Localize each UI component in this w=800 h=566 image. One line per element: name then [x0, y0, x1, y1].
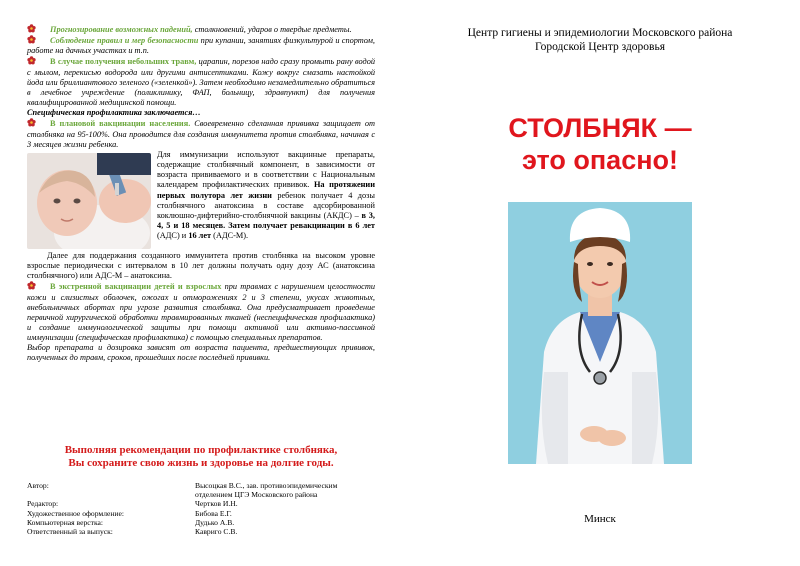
flower-bullet-icon — [27, 56, 36, 65]
title-line-1: СТОЛБНЯК — — [508, 113, 692, 143]
vaccination-text-a: Для иммунизации используют вакцинные препараты, содержащие столбнячный компонент, в зависимости от возраста прививаемого и в соответствии с Национальным календарем профилактических прививок. — [157, 149, 375, 190]
vaccination-text-e: (АДС) и — [157, 231, 189, 241]
brochure-title — [450, 112, 750, 176]
credits-key: Компьютерная верстка: — [27, 517, 104, 527]
paragraph-safety-text: при купании, занятиях физкультурой и спортом, работе на дачных участках и т.п. — [27, 36, 375, 56]
credits-value: Чертков И.Н. — [195, 499, 238, 509]
paragraph-planned-head: В плановой вакцинации населения. — [50, 119, 191, 129]
credits-value: Высоцкая В.С., зав. противоэпидемическим отделением ЦГЭ Московского района — [195, 481, 338, 500]
credits-value: Дудько А.В. — [195, 517, 235, 527]
paragraph-emergency-vaccination — [27, 281, 375, 343]
credits-table — [27, 481, 375, 536]
left-panel — [27, 24, 375, 364]
paragraph-planned-text: Своевременно сделанная прививка защищает от столбняка на 95-100%. Она проводится для создания иммунитета против столбняка, начиная с 3 месяцев жизни ребенка. — [27, 119, 375, 149]
credits-key: Художественное оформление: — [27, 508, 124, 518]
flower-bullet-icon — [27, 118, 36, 127]
flower-bullet-icon — [27, 35, 36, 44]
credits-key: Ответственный за выпуск: — [27, 527, 113, 537]
flower-bullet-icon — [27, 281, 36, 290]
baby-photo-illustration — [27, 153, 151, 249]
paragraph-falls-text: столкновений, ударов о твердые предметы. — [192, 25, 352, 34]
nurse-photo — [508, 202, 692, 464]
paragraph-emergency-text: при травмах с нарушением целостности кожи и слизистых оболочек, ожогах и отморожениях 2 и 3 степени, укусах животных, внебольничных абортах при угрозе развития столбняка. Она предусматривает проведение первичной хирургической обработки травмированных тканей (неспецифическая профилактика) и создание иммунологической защиты при помощи активной или активно-пассивной иммунизации (специфическая профилактика) с помощью специальных препаратов. — [27, 282, 375, 343]
credits-key: Редактор: — [27, 499, 59, 509]
credits-row — [27, 527, 375, 536]
vaccination-text-c: ребенок получает 4 дозы столбнячного анатоксина в составе адсорбированной коклюшно-дифтерийно-столбнячной вакцины (АКДС) – — [157, 190, 376, 220]
organization-subname: Городской Центр здоровья — [534, 41, 666, 53]
appeal-line-1: Выполняя рекомендации по профилактике столбняка, — [64, 444, 338, 456]
paragraph-injuries-head: В случае получения небольших травм, — [50, 57, 197, 67]
paragraph-drug-choice: Выбор препарата и дозировка зависят от возраста пациента, предшествующих прививок, полученных до травм, сроков, прошедших после последней прививки. — [27, 343, 375, 363]
credits-row — [27, 499, 375, 508]
organization-name: Центр гигиены и эпидемиологии Московского района — [467, 27, 733, 39]
paragraph-injuries — [27, 56, 375, 108]
credits-row — [27, 518, 375, 527]
specific-prophylaxis-heading: Специфическая профилактика заключается… — [27, 108, 201, 118]
paragraph-falls — [27, 24, 375, 35]
baby-vaccination-photo — [27, 153, 151, 249]
credits-value: Бибова Е.Г. — [195, 508, 232, 518]
vaccination-text-g: (АДС-М). — [211, 231, 249, 241]
paragraph-safety-head: Соблюдение правил и мер безопасности — [50, 36, 199, 46]
credits-row — [27, 509, 375, 518]
credits-key: Автор: — [27, 481, 49, 490]
credits-value: Кавриго С.В. — [195, 527, 238, 537]
title-line-2: это опасно! — [521, 145, 679, 175]
vaccination-text-b: На протяжении первых полутора лет жизни — [157, 180, 375, 200]
vaccination-text-d: в 3, 4, 5 и 18 месяцев. Затем получает ревакцинации в 6 лет — [157, 210, 375, 230]
flower-bullet-icon — [27, 24, 36, 33]
credits-row — [27, 481, 375, 499]
paragraph-safety — [27, 35, 375, 56]
organization-header — [430, 26, 770, 54]
paragraph-injuries-text: царапин, порезов надо сразу промыть рану водой с мылом, перекисью водорода или другими антисептиками. Кожу вокруг смазать настойкой йода или бриллиантового зеленого («зеленкой»). Затем необходимо незамедлительно обратиться в лечебное учреждение (поликлинику, ФАП, больницу, здравпункт) для получения квалифицированной медицинской помощи. — [27, 57, 375, 108]
vaccination-block — [27, 150, 375, 281]
paragraph-falls-head: Прогнозирование возможных падений, — [50, 25, 193, 34]
revaccination-paragraph: Далее для поддержания созданного иммунитета против столбняка на высоком уровне взрослые периодически с интервалом в 10 лет должны получать одну дозу АС (анатоксина столбнячного) или АДС-М – анатоксина. — [27, 250, 375, 281]
appeal-line-2: Вы сохраните свою жизнь и здоровье на долгие годы. — [68, 457, 334, 469]
nurse-illustration — [508, 202, 692, 464]
vaccination-text-f: 16 лет — [188, 231, 212, 241]
appeal-block — [27, 444, 375, 470]
city-name: Минск — [584, 513, 616, 525]
paragraph-planned-vaccination — [27, 118, 375, 149]
paragraph-emergency-head: В экстренной вакцинации детей и взрослых — [50, 282, 222, 292]
